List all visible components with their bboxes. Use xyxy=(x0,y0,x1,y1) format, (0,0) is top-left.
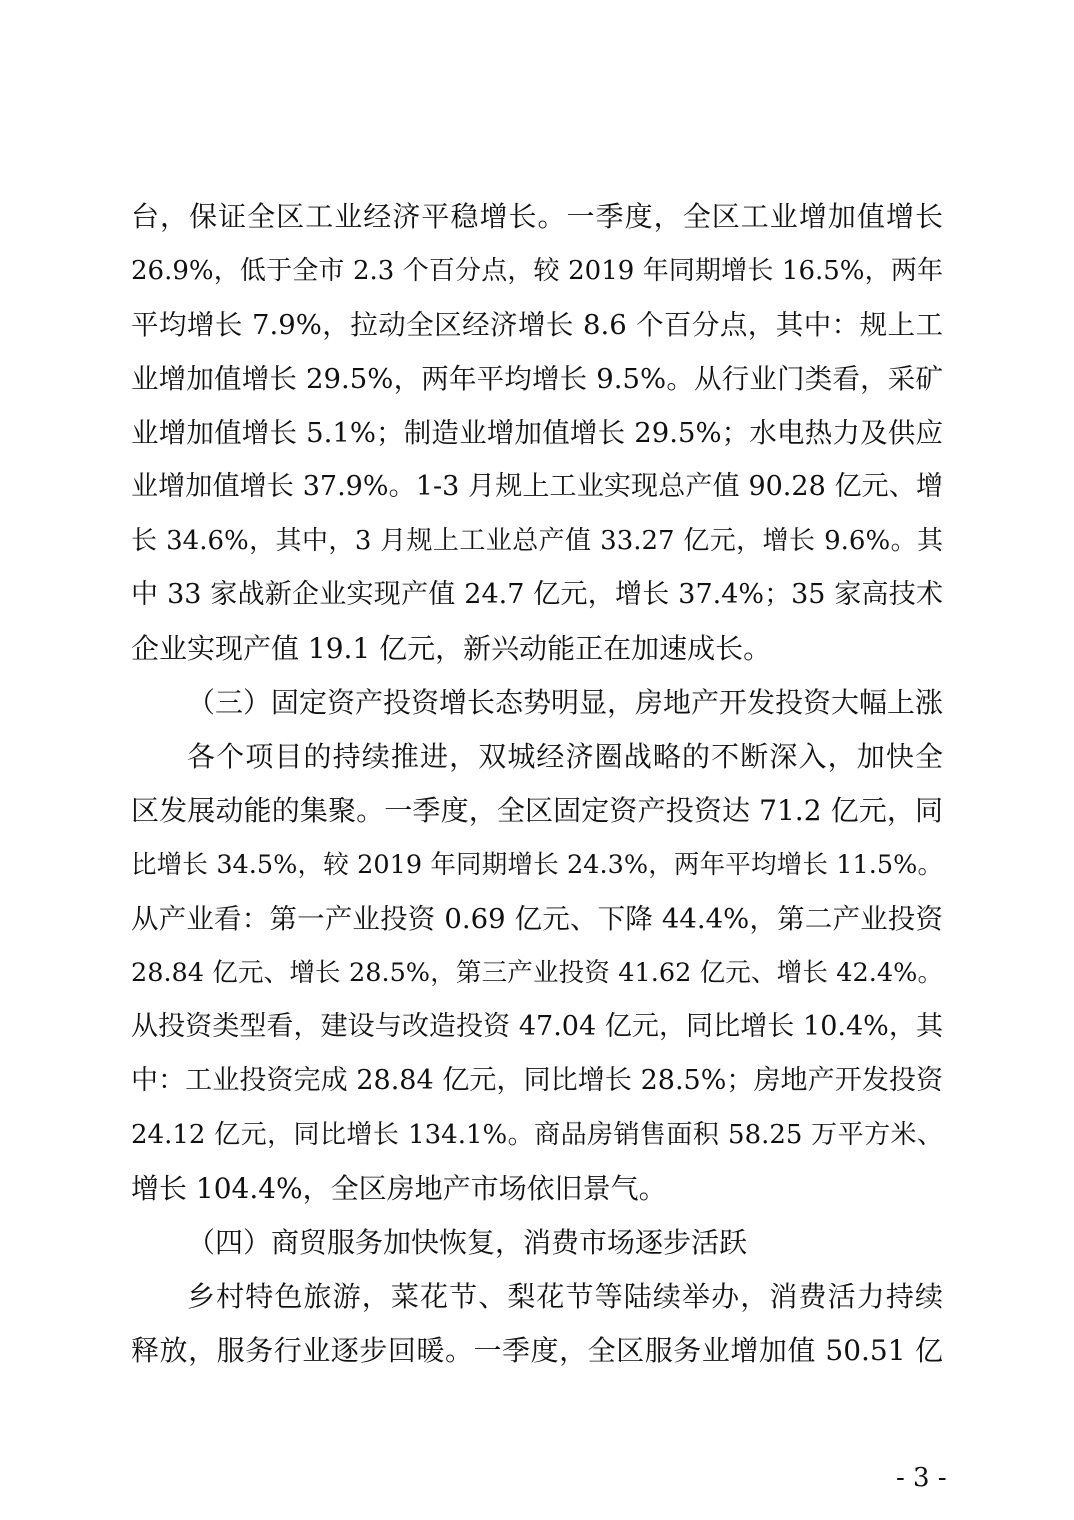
paragraph-line: 中 33 家战新企业实现产值 24.7 亿元，增长 37.4%；35 家高技术 xyxy=(131,579,943,610)
section-heading: （四）商贸服务加快恢复，消费市场逐步活跃 xyxy=(187,1226,748,1259)
paragraph-line: 比增长 34.5%，较 2019 年同期增长 24.3%，两年平均增长 11.5%。 xyxy=(131,850,943,880)
section-heading: （三）固定资产投资增长态势明显，房地产开发投资大幅上涨 xyxy=(187,686,944,719)
paragraph-line: 中：工业投资完成 28.84 亿元，同比增长 28.5%；房地产开发投资 xyxy=(131,1065,943,1096)
paragraph-line: 长 34.6%，其中，3 月规上工业总产值 33.27 亿元，增长 9.6%。其 xyxy=(131,526,943,556)
paragraph-line: 28.84 亿元、增长 28.5%，第三产业投资 41.62 亿元、增长 42.4%。 xyxy=(131,958,943,988)
paragraph-line: 乡村特色旅游，菜花节、梨花节等陆续举办，消费活力持续 xyxy=(187,1280,943,1313)
paragraph-line: 企业实现产值 19.1 亿元，新兴动能正在加速成长。 xyxy=(131,632,772,665)
paragraph-line: 业增加值增长 37.9%。1-3 月规上工业实现总产值 90.28 亿元、增 xyxy=(131,471,943,502)
paragraph-line: 台，保证全区工业经济平稳增长。一季度，全区工业增加值增长 xyxy=(131,200,943,233)
paragraph-line: 26.9%，低于全市 2.3 个百分点，较 2019 年同期增长 16.5%，两年 xyxy=(131,256,943,286)
page-number: - 3 - xyxy=(896,1463,947,1493)
paragraph-line: 释放，服务行业逐步回暖。一季度，全区服务业增加值 50.51 亿 xyxy=(131,1334,943,1367)
paragraph-line: 区发展动能的集聚。一季度，全区固定资产投资达 71.2 亿元，同 xyxy=(131,794,943,827)
paragraph-line: 增长 104.4%，全区房地产市场依旧景气。 xyxy=(131,1172,667,1205)
paragraph-line: 24.12 亿元，同比增长 134.1%。商品房销售面积 58.25 万平方米、 xyxy=(131,1120,943,1150)
paragraph-line: 各个项目的持续推进，双城经济圈战略的不断深入，加快全 xyxy=(187,740,943,773)
paragraph-line: 业增加值增长 29.5%，两年平均增长 9.5%。从行业门类看，采矿 xyxy=(131,363,943,395)
paragraph-line: 从投资类型看，建设与改造投资 47.04 亿元，同比增长 10.4%，其 xyxy=(131,1011,943,1042)
paragraph-line: 平均增长 7.9%，拉动全区经济增长 8.6 个百分点，其中：规上工 xyxy=(131,309,943,341)
paragraph-line: 业增加值增长 5.1%；制造业增加值增长 29.5%；水电热力及供应 xyxy=(131,417,943,449)
paragraph-line: 从产业看：第一产业投资 0.69 亿元、下降 44.4%，第二产业投资 xyxy=(131,903,943,935)
body-text xyxy=(131,190,943,1378)
